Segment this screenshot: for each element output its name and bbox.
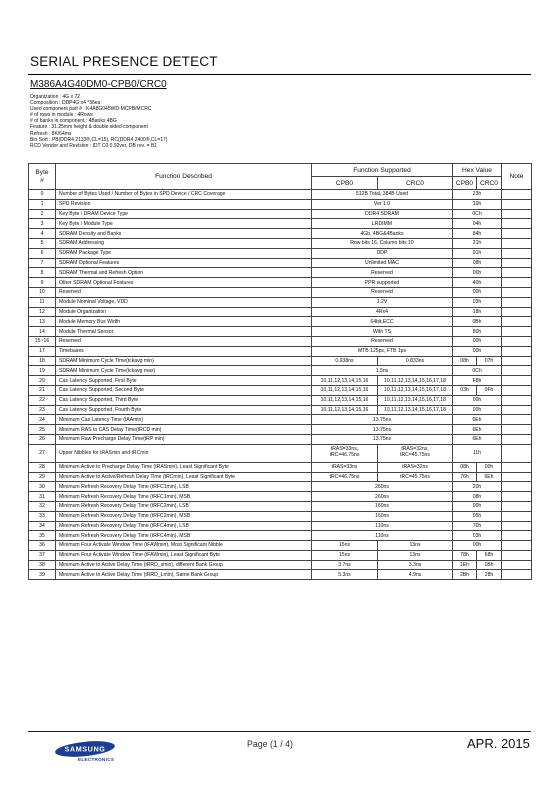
cell-byte: 2 — [29, 209, 56, 219]
cell-hex: 23h — [453, 190, 502, 200]
cell-crc0: 3.3ns — [378, 560, 453, 570]
cell-note — [502, 199, 532, 209]
cell-hex-cpb0: 78h — [453, 550, 477, 560]
cell-cpb0: 15ns — [312, 550, 378, 560]
cell-note — [502, 248, 532, 258]
cell-hex: 0Ch — [453, 209, 502, 219]
part-number: M386A4G40DM0-CPB0/CRC0 — [30, 79, 167, 90]
module-info — [30, 94, 167, 149]
table-row — [29, 434, 532, 444]
cell-hex: 10h — [453, 199, 502, 209]
cell-byte: 32 — [29, 501, 56, 511]
cell-hex-cpb0: 2Bh — [453, 570, 477, 580]
table-row — [29, 482, 532, 492]
cell-crc0: 13ns — [378, 541, 453, 551]
cell-supported: 13.75ns — [312, 425, 453, 435]
table-row — [29, 190, 532, 200]
cell-byte: 0 — [29, 190, 56, 200]
cell-function: Reserved — [56, 287, 312, 297]
cell-hex: 6Eh — [453, 434, 502, 444]
table-row — [29, 501, 532, 511]
cell-hex-crc0: 07h — [477, 356, 502, 366]
cell-hex-crc0: 0Fh — [477, 385, 502, 395]
cell-function: Minimum Refresh Recovery Delay Time (tRFC2min), MSB — [56, 511, 312, 521]
document-date: APR. 2015 — [467, 736, 530, 751]
cell-note — [502, 405, 532, 415]
cell-supported: 64bit,ECC — [312, 317, 453, 327]
cell-crc0-text: tRAS=32ns, tRC=45.75ns — [400, 446, 430, 459]
cell-function: Cas Latency Supported, First Byte — [56, 376, 312, 386]
cell-byte: 20 — [29, 376, 56, 386]
table-row — [29, 287, 532, 297]
cell-hex-crc0: 28h — [477, 570, 502, 580]
cell-hex: 00h — [453, 405, 502, 415]
cell-supported: 1.5ns — [312, 366, 453, 376]
cell-byte: 26 — [29, 434, 56, 444]
cell-cpb0: 10,11,12,13,14,15,16 — [312, 376, 378, 386]
cell-note — [502, 472, 532, 482]
table-row — [29, 366, 532, 376]
cell-note — [502, 258, 532, 268]
cell-byte: 10 — [29, 287, 56, 297]
cell-crc0: 10,11,12,13,14,15,16,17,18 — [378, 376, 453, 386]
table-row — [29, 268, 532, 278]
cell-crc0: tRAS=32ns — [378, 462, 453, 472]
cell-note — [502, 229, 532, 239]
cell-hex-cpb0: 08h — [453, 356, 477, 366]
table-row — [29, 248, 532, 258]
cell-function: Key Byte / DRAM Device Type — [56, 209, 312, 219]
cell-note — [502, 482, 532, 492]
cell-function: Module Memory Bus Width — [56, 317, 312, 327]
cell-hex: 70h — [453, 521, 502, 531]
cell-supported: Reserved — [312, 336, 453, 346]
cell-supported: With TS — [312, 327, 453, 337]
table-row — [29, 550, 532, 560]
info-line: Organization : 4G x 72 — [30, 94, 81, 100]
info-line: Refresh : 8K/64ms — [30, 130, 72, 137]
table-row — [29, 492, 532, 502]
cell-function: Minimum Active to Active/Refresh Delay Time (tRCmin), Least Significant Byte — [56, 472, 312, 482]
cell-hex: 03h — [453, 297, 502, 307]
cell-note — [502, 492, 532, 502]
cell-cpb0: 5.3ns — [312, 570, 378, 580]
cell-function: Cas Latency Supported, Third Byte — [56, 395, 312, 405]
cell-byte: 1 — [29, 199, 56, 209]
table-row — [29, 570, 532, 580]
cell-function: Upper Nibbles for tRASmin and tRCmin — [56, 444, 312, 462]
cell-byte: 22 — [29, 395, 56, 405]
table-row — [29, 521, 532, 531]
cell-crc0: 13ns — [378, 550, 453, 560]
cell-hex: 00h — [453, 336, 502, 346]
cell-hex: 00h — [453, 346, 502, 356]
cell-note — [502, 268, 532, 278]
cell-byte: 18 — [29, 356, 56, 366]
cell-function: Minimum Four Activate Window Time (tFAWmin), Least Significant Byte — [56, 550, 312, 560]
cell-supported: LRDIMM — [312, 219, 453, 229]
cell-hex: 03h — [453, 531, 502, 541]
cell-supported: 1.2V — [312, 297, 453, 307]
header-hex-crc0: CRC0 — [477, 177, 502, 190]
header-function: Function Described — [56, 164, 312, 190]
cell-crc0: 10,11,12,13,14,15,16,17,18 — [378, 405, 453, 415]
cell-cpb0: 10,11,12,13,14,15,16 — [312, 385, 378, 395]
table-row — [29, 258, 532, 268]
cell-byte: 19 — [29, 366, 56, 376]
cell-supported: Reserved — [312, 287, 453, 297]
page-number: Page (1 / 4) — [247, 739, 293, 749]
cell-crc0: 4.9ns — [378, 570, 453, 580]
page-title: SERIAL PRESENCE DETECT — [30, 54, 218, 69]
cell-note — [502, 219, 532, 229]
cell-hex: 04h — [453, 219, 502, 229]
cell-function: SDRAM Optional Features — [56, 258, 312, 268]
cell-note — [502, 550, 532, 560]
cell-byte: 13 — [29, 317, 56, 327]
cell-note — [502, 531, 532, 541]
table-row — [29, 346, 532, 356]
cell-byte: 23 — [29, 405, 56, 415]
cell-byte: 17 — [29, 346, 56, 356]
cell-supported: PPR supported — [312, 278, 453, 288]
cell-hex: 00h — [453, 541, 502, 551]
table-row — [29, 317, 532, 327]
cell-supported: 160ns — [312, 501, 453, 511]
cell-function: Cas Latency Supported, Second Byte — [56, 385, 312, 395]
table-row — [29, 199, 532, 209]
cell-supported: MTB 125ps, FTB 1ps — [312, 346, 453, 356]
cell-byte: 25 — [29, 425, 56, 435]
cell-function: Minimum Active to Active Delay Time (tRRD_smin), different Bank Group — [56, 560, 312, 570]
cell-hex: 18h — [453, 307, 502, 317]
cell-supported: Reserved — [312, 268, 453, 278]
table-row — [29, 385, 532, 395]
table-row — [29, 238, 532, 248]
table-row — [29, 327, 532, 337]
table-row — [29, 560, 532, 570]
cell-note — [502, 287, 532, 297]
cell-hex: 91h — [453, 248, 502, 258]
cell-note — [502, 278, 532, 288]
cell-function: Minimum Refresh Recovery Delay Time (tRFC1min), LSB — [56, 482, 312, 492]
cell-hex: 80h — [453, 327, 502, 337]
cell-function: Key Byte / Module Type — [56, 219, 312, 229]
cell-byte: 35 — [29, 531, 56, 541]
cell-byte: 29 — [29, 472, 56, 482]
table-row — [29, 462, 532, 472]
table-row — [29, 356, 532, 366]
header-crc0: CRC0 — [378, 177, 453, 190]
cell-hex: 05h — [453, 511, 502, 521]
cell-supported: 260ns — [312, 492, 453, 502]
cell-cpb0: 10,11,12,13,14,15,16 — [312, 395, 378, 405]
spd-table — [28, 163, 532, 580]
cell-function: Other SDRAM Optional Features — [56, 278, 312, 288]
cell-crc0: 10,11,12,13,14,15,16,17,18 — [378, 385, 453, 395]
table-row — [29, 541, 532, 551]
table-row — [29, 444, 532, 462]
cell-byte: 6 — [29, 248, 56, 258]
samsung-logo — [54, 741, 116, 757]
cell-function: SDRAM Addressing — [56, 238, 312, 248]
cell-cpb0: 15ns — [312, 541, 378, 551]
cell-byte: 21 — [29, 385, 56, 395]
cell-function: Minimum Cas Latency Time (tAAmin) — [56, 415, 312, 425]
cell-cpb0 — [312, 444, 378, 462]
cell-note — [502, 356, 532, 366]
cell-cpb0-text: tRAS=33ns, tRC=46.75ns — [329, 446, 360, 459]
table-row — [29, 425, 532, 435]
cell-supported: Unlimited MAC — [312, 258, 453, 268]
info-line: Bin Sort : PB(DDR4 2133®,CL=15), RC(DDR4 2400®,CL=17) — [30, 136, 168, 143]
svg-text:SAMSUNG: SAMSUNG — [64, 744, 106, 754]
cell-function: Module Organization — [56, 307, 312, 317]
cell-hex: F8h — [453, 376, 502, 386]
cell-crc0: tRC=45.75ns — [378, 472, 453, 482]
cell-hex-crc0: 1Bh — [477, 560, 502, 570]
header-hex: Hex Value — [453, 164, 502, 177]
cell-note — [502, 366, 532, 376]
cell-function: SDRAM Package Type — [56, 248, 312, 258]
cell-supported: 13.75ns — [312, 434, 453, 444]
cell-function: SDRAM Minimum Cycle Time(tckavg max) — [56, 366, 312, 376]
table-row — [29, 415, 532, 425]
cell-supported: 110ns — [312, 531, 453, 541]
cell-hex: 84h — [453, 229, 502, 239]
cell-crc0 — [378, 444, 453, 462]
cell-note — [502, 307, 532, 317]
cell-crc0: 10,11,12,13,14,15,16,17,18 — [378, 395, 453, 405]
cell-function: Minimum Active to Precharge Delay Time (tRASmin), Least Significant Byte — [56, 462, 312, 472]
header-supported: Function Supported — [312, 164, 453, 177]
cell-hex: 08h — [453, 492, 502, 502]
table-row — [29, 405, 532, 415]
cell-hex-crc0: 68h — [477, 550, 502, 560]
cell-note — [502, 521, 532, 531]
cell-function: Number of Bytes Used / Number of Bytes in SPD Device / CRC Coverage — [56, 190, 312, 200]
cell-supported: DDP — [312, 248, 453, 258]
table-row — [29, 511, 532, 521]
cell-byte: 36 — [29, 541, 56, 551]
cell-hex: 6Eh — [453, 425, 502, 435]
table-row — [29, 376, 532, 386]
cell-note — [502, 376, 532, 386]
table-row — [29, 278, 532, 288]
cell-hex-cpb0: 08h — [453, 462, 477, 472]
cell-note — [502, 560, 532, 570]
cell-hex: 00h — [453, 395, 502, 405]
table-row — [29, 229, 532, 239]
cell-hex-cpb0: 03h — [453, 385, 477, 395]
cell-byte: 7 — [29, 258, 56, 268]
cell-cpb0: 0.938ns — [312, 356, 378, 366]
cell-note — [502, 238, 532, 248]
cell-hex: 00h — [453, 268, 502, 278]
cell-hex: 0Bh — [453, 317, 502, 327]
cell-byte: 28 — [29, 462, 56, 472]
header-byte — [29, 164, 56, 190]
info-line: Composition : DDP4G x4 *36ea — [30, 100, 101, 107]
info-line: # of rows in module : 4Rows — [30, 112, 93, 119]
cell-supported: 13.75ns — [312, 415, 453, 425]
cell-byte: 15~16 — [29, 336, 56, 346]
logo-subtitle: ELECTRONICS — [78, 757, 115, 762]
cell-supported: Ver 1.0 — [312, 199, 453, 209]
cell-function: Minimum Refresh Recovery Delay Time (tRFC1min), MSB — [56, 492, 312, 502]
table-row — [29, 219, 532, 229]
cell-cpb0: tRAS=33ns — [312, 462, 378, 472]
footer-divider — [28, 731, 531, 732]
cell-supported: DDR4 SDRAM — [312, 209, 453, 219]
cell-note — [502, 425, 532, 435]
cell-cpb0: 3.7ns — [312, 560, 378, 570]
cell-function: SDRAM Density and Banks — [56, 229, 312, 239]
cell-byte: 27 — [29, 444, 56, 462]
cell-function: Minimum Refresh Recovery Delay Time (tRFC2min), LSB — [56, 501, 312, 511]
cell-function: SPD Revision — [56, 199, 312, 209]
cell-note — [502, 415, 532, 425]
cell-hex: 08h — [453, 258, 502, 268]
cell-supported: 160ns — [312, 511, 453, 521]
cell-byte: 12 — [29, 307, 56, 317]
cell-byte: 24 — [29, 415, 56, 425]
cell-supported: 512B Total, 384B Used — [312, 190, 453, 200]
cell-hex: 11h — [453, 444, 502, 462]
cell-byte: 33 — [29, 511, 56, 521]
table-row — [29, 472, 532, 482]
cell-note — [502, 434, 532, 444]
spd-table-body — [29, 190, 532, 580]
cell-supported: 110ns — [312, 521, 453, 531]
cell-hex-cpb0: 1Eh — [453, 560, 477, 570]
cell-note — [502, 327, 532, 337]
cell-hex: 6Eh — [453, 415, 502, 425]
cell-hex: 0Ch — [453, 366, 502, 376]
cell-note — [502, 511, 532, 521]
table-row — [29, 297, 532, 307]
cell-function: Module Thermal Sensor — [56, 327, 312, 337]
cell-byte: 14 — [29, 327, 56, 337]
cell-hex: 00h — [453, 501, 502, 511]
cell-note — [502, 395, 532, 405]
cell-supported: Row bits 16, Column bits 10 — [312, 238, 453, 248]
info-line: Used component part # : K4A8G045WD-MCPB/MCRC — [30, 106, 152, 113]
header-hex-cpb0: CPB0 — [453, 177, 477, 190]
cell-crc0: 0.833ns — [378, 356, 453, 366]
cell-note — [502, 385, 532, 395]
table-row — [29, 531, 532, 541]
cell-hex-crc0: 6Eh — [477, 472, 502, 482]
cell-note — [502, 541, 532, 551]
cell-byte: 8 — [29, 268, 56, 278]
cell-hex: 21h — [453, 238, 502, 248]
cell-byte: 30 — [29, 482, 56, 492]
cell-function: Minimum Raw Precharge Delay Time(tRP min) — [56, 434, 312, 444]
cell-hex-crc0: 00h — [477, 462, 502, 472]
cell-note — [502, 336, 532, 346]
cell-hex: 40h — [453, 278, 502, 288]
cell-function: Cas Latency Supported, Fourth Byte — [56, 405, 312, 415]
cell-note — [502, 462, 532, 472]
table-row — [29, 209, 532, 219]
title-divider — [28, 74, 531, 75]
cell-byte: 38 — [29, 560, 56, 570]
cell-byte: 11 — [29, 297, 56, 307]
cell-hex: 20h — [453, 482, 502, 492]
cell-function: SDRAM Minimum Cycle Time(tckavg min) — [56, 356, 312, 366]
cell-supported: 4Gb, 4BG&4Banks — [312, 229, 453, 239]
cell-cpb0: 10,11,12,13,14,15,16 — [312, 405, 378, 415]
cell-function: Reserved — [56, 336, 312, 346]
cell-function: Minimum Refresh Recovery Delay Time (tRFC4min), LSB — [56, 521, 312, 531]
cell-supported: 4Rx4 — [312, 307, 453, 317]
cell-note — [502, 346, 532, 356]
header-note: Note — [502, 164, 532, 190]
cell-byte: 9 — [29, 278, 56, 288]
cell-byte: 37 — [29, 550, 56, 560]
cell-note — [502, 297, 532, 307]
cell-byte: 3 — [29, 219, 56, 229]
cell-supported: 260ns — [312, 482, 453, 492]
cell-function: Minimum RAS to CAS Delay Time(tRCD min) — [56, 425, 312, 435]
table-row — [29, 395, 532, 405]
cell-note — [502, 444, 532, 462]
cell-note — [502, 570, 532, 580]
cell-note — [502, 209, 532, 219]
info-line: RCD Vendor and Revision : IDT C0 0.92ver, DB rev. = B1 — [30, 142, 157, 149]
cell-function: Minimum Four Activate Window Time (tFAWmin), Most Significant Nibble — [56, 541, 312, 551]
cell-byte: 39 — [29, 570, 56, 580]
cell-hex: 00h — [453, 287, 502, 297]
table-row — [29, 336, 532, 346]
cell-note — [502, 317, 532, 327]
cell-function: Minimum Active to Active Delay Time (tRRD_Lmin), Same Bank Group — [56, 570, 312, 580]
cell-function: Timebases — [56, 346, 312, 356]
info-line: # of banks in component : 4Banks 4BG — [30, 118, 117, 125]
cell-function: Minimum Refresh Recovery Delay Time (tRFC4min), MSB — [56, 531, 312, 541]
cell-cpb0: tRC=46.75ns — [312, 472, 378, 482]
info-line: Feature : 31.25mm height & double sided component — [30, 124, 148, 131]
cell-byte: 4 — [29, 229, 56, 239]
cell-byte: 34 — [29, 521, 56, 531]
cell-note — [502, 501, 532, 511]
cell-note — [502, 190, 532, 200]
header-cpb0: CPB0 — [312, 177, 378, 190]
cell-hex-cpb0: 76h — [453, 472, 477, 482]
table-row — [29, 307, 532, 317]
cell-function: Module Nominal Voltage, VDD — [56, 297, 312, 307]
cell-byte: 31 — [29, 492, 56, 502]
cell-byte: 5 — [29, 238, 56, 248]
cell-function: SDRAM Thermal and Refresh Option — [56, 268, 312, 278]
header-byte-label: Byte # — [35, 168, 49, 184]
